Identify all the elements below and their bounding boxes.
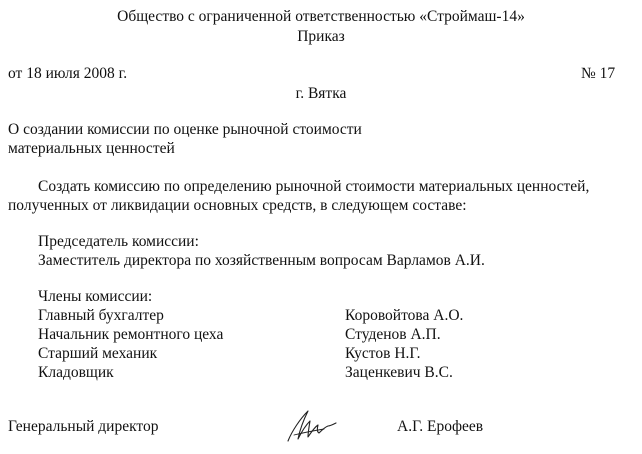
handwritten-signature [282,405,340,445]
member-name: Кустов Н.Г. [345,345,421,362]
member-position: Главный бухгалтер [38,307,164,324]
members-title: Члены комиссии: [38,288,153,305]
subject-line-2: материальных ценностей [8,140,175,157]
member-position: Старший механик [38,345,158,362]
body-line-2: полученных от ликвидации основных средств, в следующем составе: [8,197,467,214]
member-name: Коровойтова А.О. [345,307,464,324]
member-position: Кладовщик [38,364,114,381]
signatory-position: Генеральный директор [8,418,159,435]
document-type: Приказ [297,28,345,45]
organization-name: Общество с ограниченной ответственностью «Строймаш-14» [117,8,525,25]
body-line-1: Создать комиссию по определению рыночной стоимости материальных ценностей, [38,178,590,195]
order-date: от 18 июля 2008 г. [8,65,128,82]
member-name: Студенов А.П. [345,326,441,343]
member-position: Начальник ремонтного цеха [38,326,224,343]
subject-line-1: О создании комиссии по оценке рыночной стоимости [8,121,362,138]
order-city: г. Вятка [295,85,347,102]
chair-title: Председатель комиссии: [38,233,199,250]
member-name: Заценкевич В.С. [345,364,453,381]
chair-member: Заместитель директора по хозяйственным вопросам Варламов А.И. [38,252,485,269]
order-number: № 17 [581,65,616,82]
signatory-name: А.Г. Ерофеев [397,418,484,435]
